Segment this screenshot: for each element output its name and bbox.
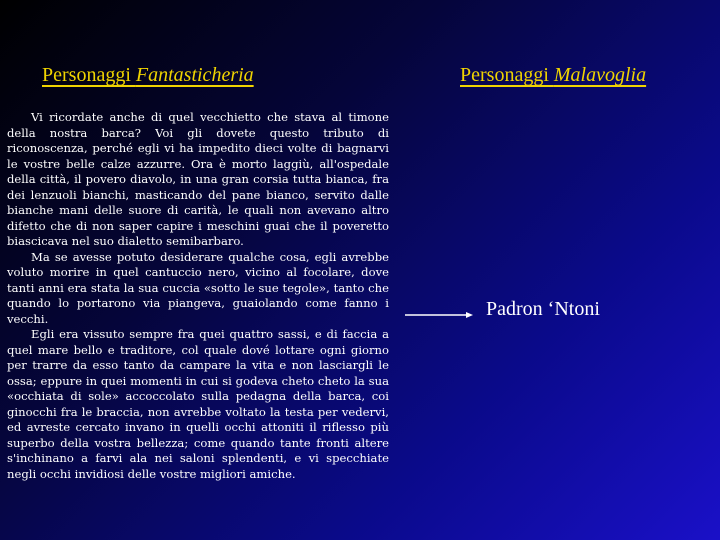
passage-paragraph: Ma se avesse potuto desiderare qualche cosa, egli avrebbe voluto morire in quel cantuccio nero, vicino al focolare, dove tanti anni era stata la sua cuccia «sotto le sue tegole», tanto che quando lo portarono via piangeva, guaiolando come fanno i vecchi. [7, 249, 389, 326]
heading-fantasticheria-prefix: Personaggi [42, 64, 136, 86]
character-padron-ntoni: Padron ‘Ntoni [486, 298, 600, 320]
heading-fantasticheria-title: Fantasticheria [135, 64, 254, 86]
heading-malavoglia-title: Malavoglia [553, 64, 647, 86]
heading-fantasticheria [42, 64, 254, 87]
arrow-right-icon [405, 311, 473, 319]
heading-malavoglia [460, 64, 646, 87]
passage-paragraph: Egli era vissuto sempre fra quei quattro sassi, e di faccia a quel mare bello e traditore, col quale dové lottare ogni giorno per trarre da esso tanto da campare la vita e non lasciargli le ossa; eppure in quei momenti in cui si godeva cheto cheto la sua «occhiata di sole» accoccolato sulla pedagna della barca, coi ginocchi fra le braccia, non avrebbe voltato la testa per vedervi, ed avreste cercato invano in quelli occhi attoniti il riflesso più superbo della vostra bellezza; come quando tante fronti altere s'inchinano a farvi ala nei saloni splendenti, e vi specchiate negli occhi invidiosi delle vostre migliori amiche. [7, 327, 389, 481]
heading-malavoglia-prefix: Personaggi [460, 64, 554, 86]
passage-text [7, 110, 389, 482]
passage-paragraph: Vi ricordate anche di quel vecchietto che stava al timone della nostra barca? Voi gli dovete questo tributo di riconoscenza, perché egli vi ha impedito dieci volte di bagnarvi le vostre belle calze azzurre. Ora è morto laggiù, all'ospedale della città, il povero diavolo, in una gran corsia tutta bianca, fra dei lenzuoli bianchi, masticando del pane bianco, servito dalle bianche mani delle suore di carità, le quali non avevano altro difetto che di non saper capire i meschini guai che il poveretto biascicava nel suo dialetto semibarbaro. [7, 110, 389, 248]
